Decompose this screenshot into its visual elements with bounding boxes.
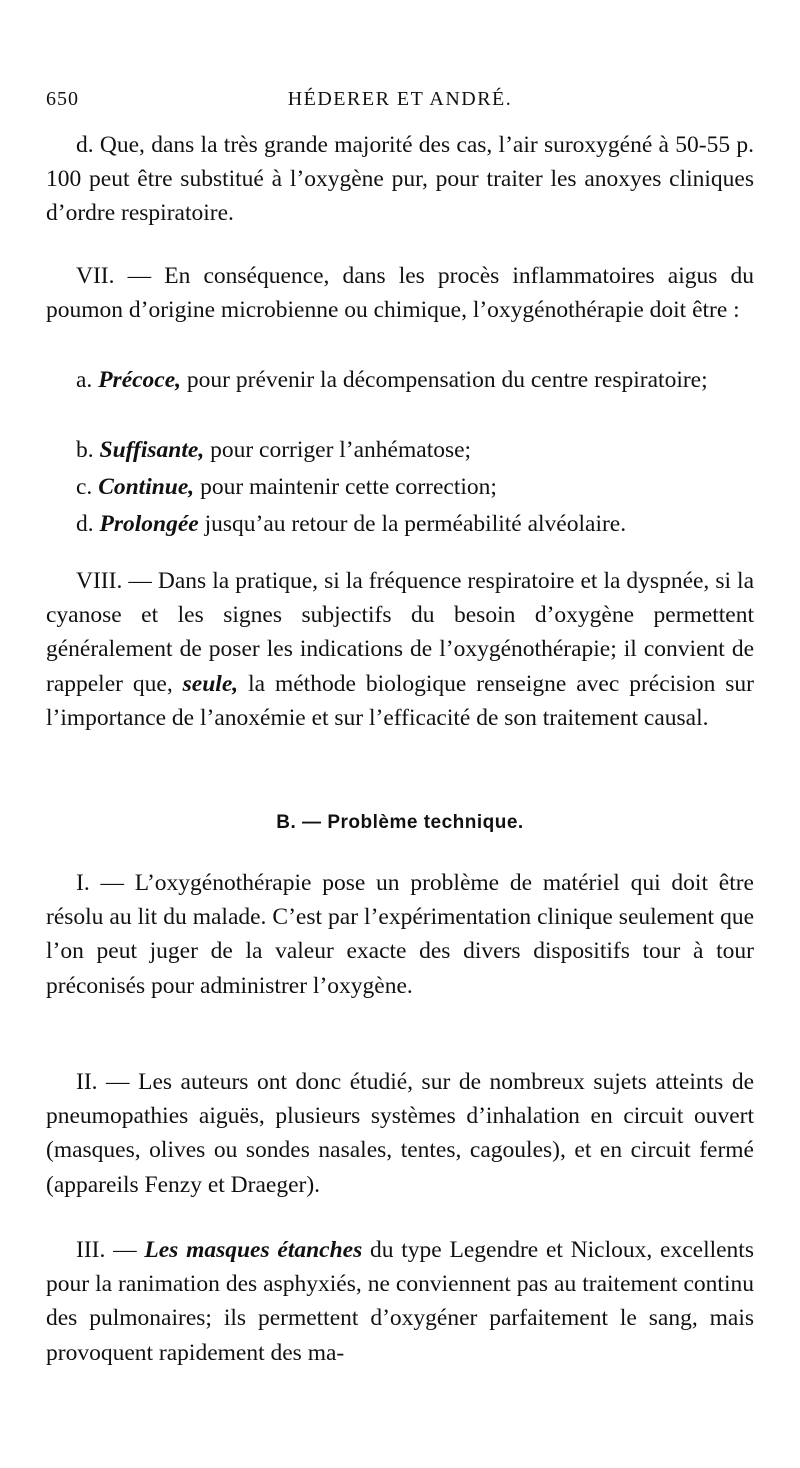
paragraph-vii-item-a <box>46 363 754 397</box>
item-d-text: jusqu’au retour de la perméabilité alvéolaire. <box>198 511 627 537</box>
viii-text-after: la méthode biologique renseigne avec précision sur l’importance de l’anoxémie et sur l’efficacité de son traitement causal. <box>46 670 755 731</box>
paragraph-i: I. — L’oxygénothérapie pose un problème de matériel qui doit être résolu au lit du malade. C’est par l’expérimentation clinique seulement que l’on peut juger de la valeur exacte des divers dispositifs tour à tour préconisés pour administrer l’oxygène. <box>46 870 754 999</box>
paragraph-iii <box>46 1233 754 1370</box>
item-c-text: pour maintenir cette correction; <box>194 474 497 500</box>
item-b-term: Suffisante, <box>99 437 205 463</box>
item-a-label: a. <box>76 367 93 393</box>
item-c-label: c. <box>76 474 93 500</box>
page-number: 650 <box>46 88 79 110</box>
paragraph-viii <box>46 564 754 735</box>
paragraph-ii: II. — Les auteurs ont donc étudié, sur de nombreux sujets atteints de pneumopathies aiguës, plusieurs systèmes d’inhalation en circuit ouvert (masques, olives ou sondes nasales, tentes, cagoules), et en circuit fermé (appareils Fenzy et Draeger). <box>46 1069 754 1198</box>
paragraph-vii-item-b <box>46 433 754 467</box>
viii-text-before: VIII. — Dans la pratique, si la fréquence respiratoire et la dyspnée, si la cyanose et les signes subjectifs du besoin d’oxygène permettent généralement de poser les indications de l’oxygénothérapie; il convient de rappeler que, <box>46 568 754 697</box>
iii-text-before: III. — <box>76 1237 145 1263</box>
section-heading-b: B. — Problème technique. <box>276 812 524 833</box>
item-a-text: pour prévenir la décompensation du centre respiratoire; <box>181 367 708 393</box>
paragraph-vii-item-c <box>46 470 754 504</box>
paragraph-conclusion-d: d. Que, dans la très grande majorité des cas, l’air suroxygéné à 50-55 p. 100 peut être substitué à l’oxygène pur, pour traiter les anoxyes cliniques d’ordre respiratoire. <box>46 132 754 227</box>
item-d-term: Prolongée <box>99 511 199 537</box>
item-b-label: b. <box>76 437 94 463</box>
item-c-term: Continue, <box>98 474 195 500</box>
running-head: HÉDERER ET ANDRÉ. <box>287 88 513 110</box>
iii-term: Les masques étanches <box>144 1237 363 1263</box>
page-header <box>46 88 754 118</box>
item-a-term: Précoce, <box>98 367 182 393</box>
item-d-label: d. <box>76 511 94 537</box>
paragraph-vii-intro: VII. — En conséquence, dans les procès inflammatoires aigus du poumon d’origine microbienne ou chimique, l’oxygénothérapie doit être : <box>46 263 754 324</box>
item-b-text: pour corriger l’anhématose; <box>204 437 472 463</box>
paragraph-vii-item-d <box>46 507 754 541</box>
iii-text-after: du type Legendre et Nicloux, excellents pour la ranimation des asphyxiés, ne conviennent pas au traitement continu des pulmonaires; ils permettent d’oxygéner parfaitement le sang, mais provoquent rapidement des ma- <box>46 1237 754 1366</box>
viii-term: seule, <box>182 670 239 697</box>
